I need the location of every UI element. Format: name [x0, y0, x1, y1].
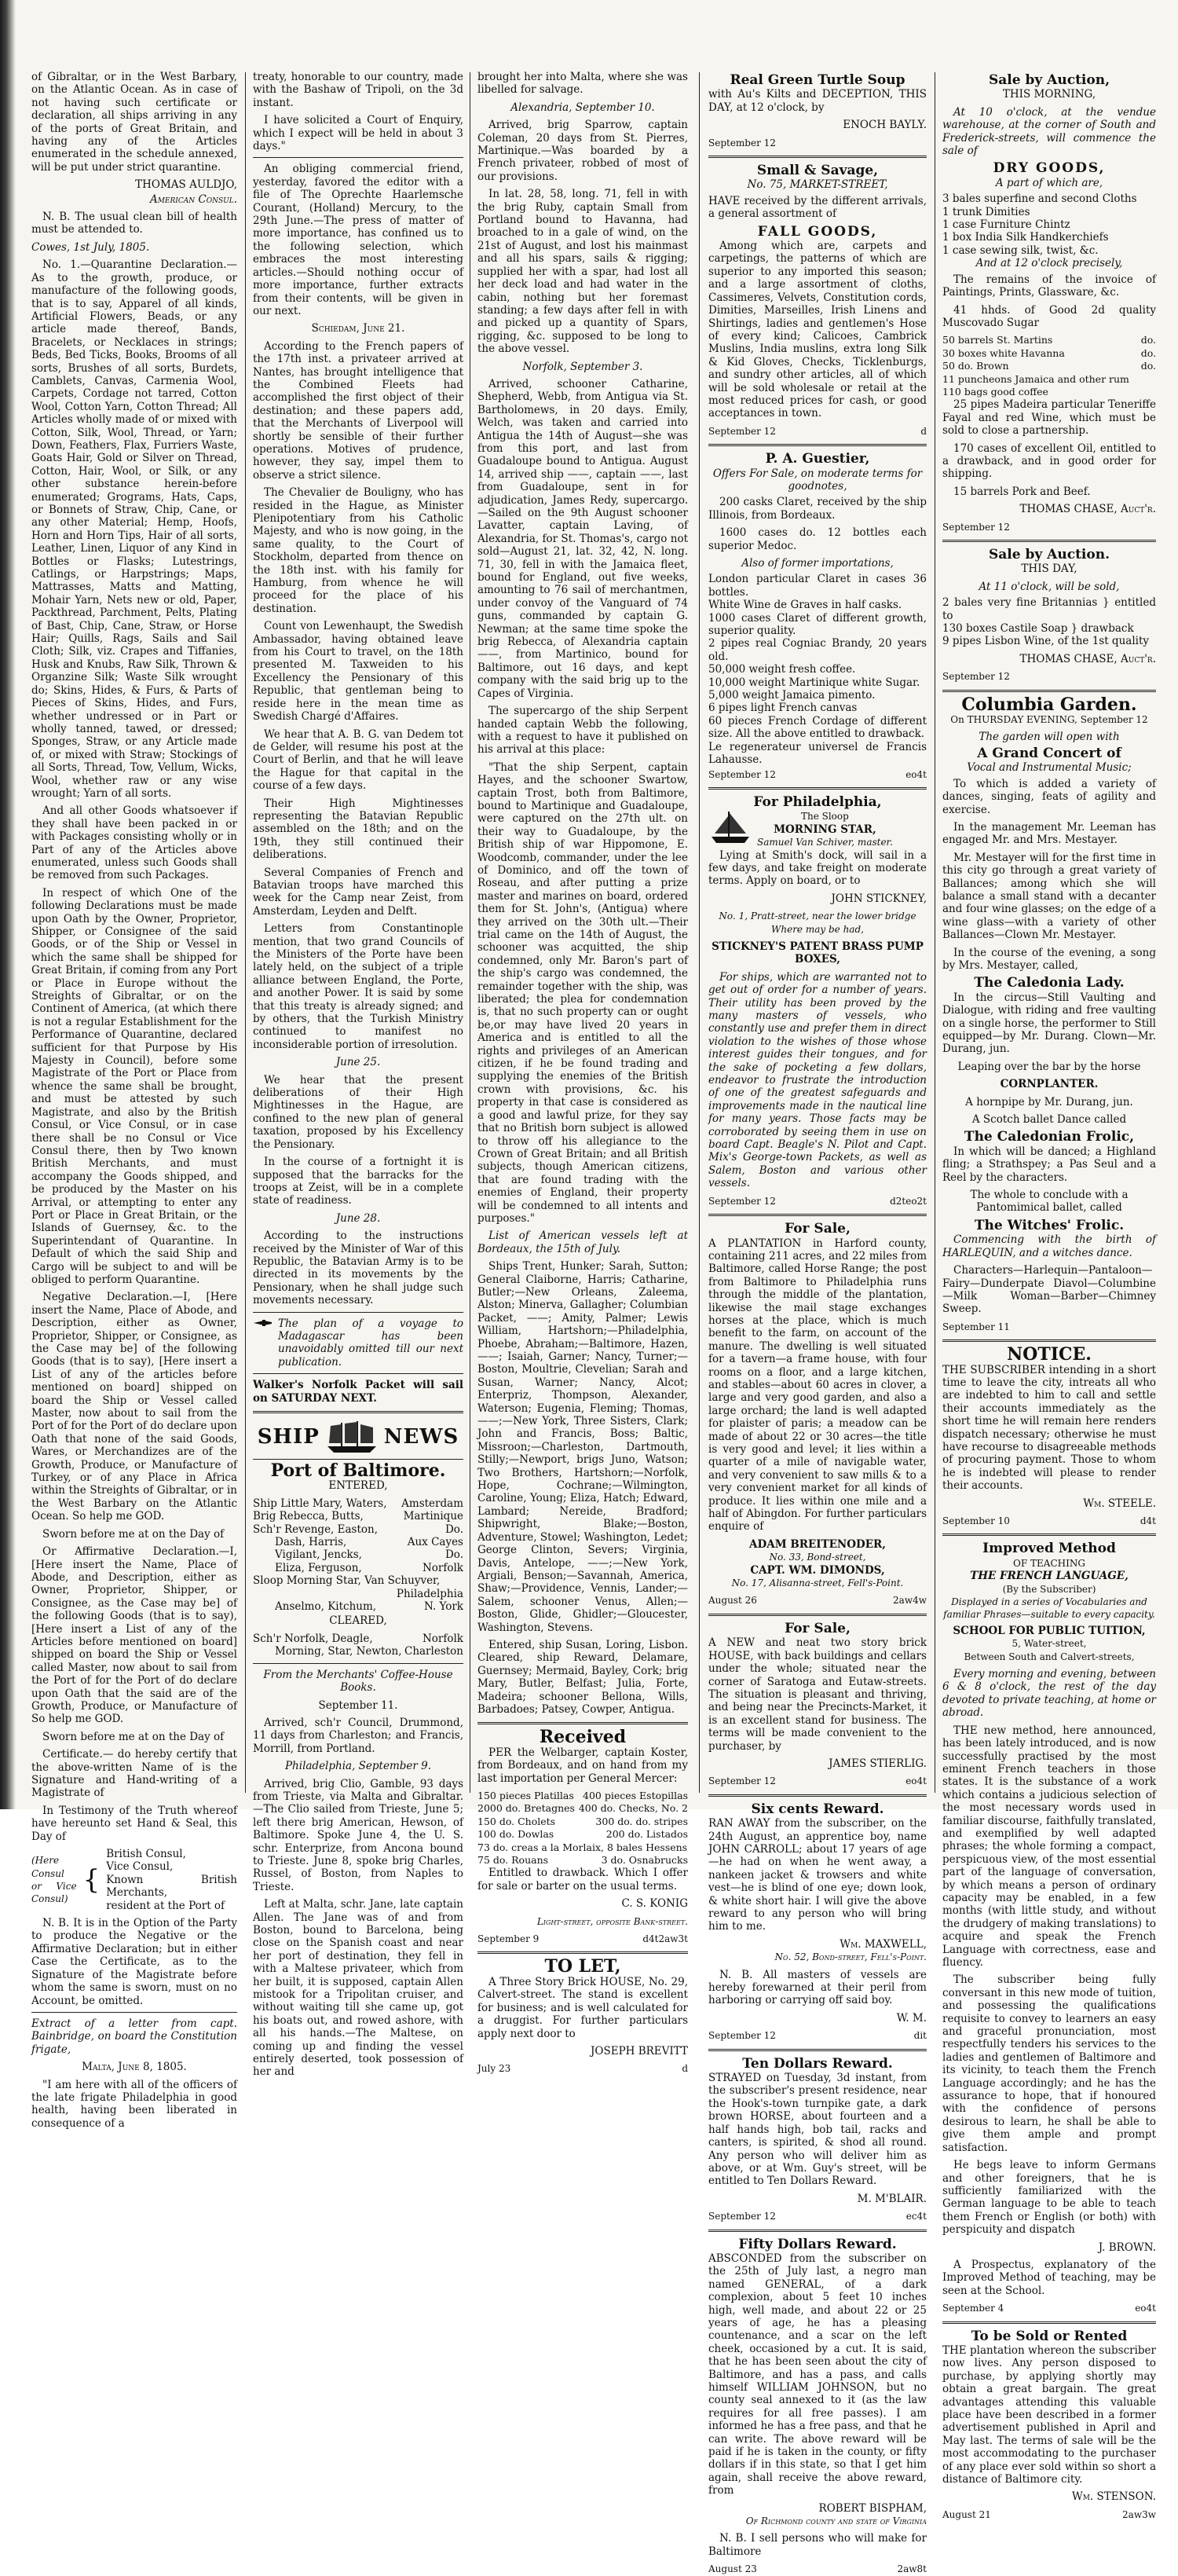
ad-paragraph: Characters—Harlequin—Pantaloon—Fairy—Dunderpate Diavol—Columbine—Milk Woman—Barber—Chimney Sweep.: [942, 1264, 1156, 1316]
ad-heading: STICKNEY'S PATENT BRASS PUMP BOXES,: [712, 940, 924, 966]
list-item: 130 boxes Castile Soap } drawback: [942, 622, 1134, 636]
dateline: Norfolk, September 3.: [522, 360, 643, 373]
ship-cut-text: [757, 810, 893, 848]
ad-paragraph: ABSCONDED from the subscriber on the 25th of July last, a negro man named GENERAL, of a dark complexion, about 5 feet 10 inches high, well made, and about 22 or 25 years of age, he has a pleasing countenance, and a scar on the left cheek, occasioned by a cut. It is said, that he has been seen about the city of Baltimore, and has a pass, and calls himself WILLIAM JOHNSON, but no county seal annexed to it (as the law requires for all free passes). I am informed he has a free pass, and that he can write. The above reward will be paid if he is taken in the county, or fifty dollars if in this state, so that I get him again, shall receive the above reward, from: [708, 2252, 927, 2497]
ad-paragraph: with Au's Kilts and DECEPTION, THIS DAY, at 12 o'clock, by: [708, 88, 927, 114]
ad-paragraph: A hornpipe by Mr. Durang, jun.: [965, 1095, 1133, 1108]
article-paragraph: The Chevalier de Bouligny, who has resided in the Hague, as Minister Plenipotentiary from his Catholic Majesty, and who is now going, in the same quality, to the Court of Stockholm, departed from thence on the 18th inst. with his family for Hamburg, from whence he will proceed for the place of his destination.: [253, 486, 463, 615]
ad-address: Light-street, opposite Bank-street.: [536, 1915, 688, 1927]
article-paragraph: No. 1.—Quarantine Declaration.—As to the growth, produce, or manufacture of the following goods, that is to say, Apparel of all kinds, Artificial Flowers, Beads, or any article made thereof, Bands, Bracelets, or Necklaces in strings; Beds, Bed Ticks, Books, Brooms of all sorts, Brushes of all sorts, Burdets, Camblets, Canvas, Carmenia Wool, Carpets, Cordage not tarred, Cotton Wool, Cotton Yarn, Cotton Thread; All Articles wholly made of or mixed with Cotton, Silk, Wool, Thread, or Yarn; Down, Feathers, Flax, Furriers Waste, Goats Hair, Gold or Silver on Thread, Cotton, Hair, Wool, or Silk, or any other substance herein-before enumerated; Grograms, Hats, Caps, or Bonnets of Straw, Chip, Cane, or any other Material; Hemp, Hoofs, Horn and Horn Tips, Hair of all sorts, Leather, Linen, Liquor of any Kind in Bottles or Flasks; Lutestrings, Catlings, or Harpstrings; Maps, Mattrasses, Matts and Matting, Mohair Yarn, Nets new or old, Paper, Packthread, Parchment, Pelts, Plating of Bast, Chip, Cane, Straw, or Horse Hair; Quills, Rags, Sails and Sail Cloth; Silk, viz. Crapes and Tiffanies, Husk and Knubs, Raw Silk, Thrown & Organzine Silk; Waste Silk wrought do; Skins, Hides, & Furs, & Parts of Pieces of Skins, Hides, and Furs, whether undressed or in Part or wholly tanned, tawed, or dressed; Sponges, Straw, or any Article made of, or mixed with Straw; Stockings of all Sorts, Thread, Tow, Vellum, Wicks, Wool, whether raw or any wise wrought; Yarn of all sorts.: [31, 258, 237, 800]
ad-title: NOTICE.: [1007, 1344, 1092, 1365]
ad-heading: FALL GOODS,: [757, 223, 878, 240]
ad-footer: September 12 ec4t: [708, 2211, 927, 2222]
goods-list: [477, 1790, 688, 1867]
ad-paragraph: THE SUBSCRIBER intending in a short time to leave the city, intreats all who are indebted to him to call and settle their accounts immediately as the short time he will remain here renders dispatch necessary; otherwise he must have recourse to disagreeable methods of procuring payment. Those to whom he is indebted will please to render their accounts.: [942, 1363, 1156, 1493]
list-item: Vigilant, Jencks, Do.: [275, 1548, 463, 1562]
ad-heading: A Grand Concert of: [977, 745, 1121, 761]
ad-paragraph: He begs leave to inform Germans and other foreigners, that he is sufficiently familiarized with the German language to be able to teach them French or English (or both) with perspicuity and dispatch: [942, 2159, 1156, 2237]
ad-subtitle: THIS DAY,: [1021, 562, 1077, 576]
ad-footer: August 23 2aw8t: [708, 2563, 927, 2575]
ad-heading: THE FRENCH LANGUAGE,: [970, 1570, 1129, 1583]
article-paragraph: In respect of which One of the following Declarations must be made upon Oath by the Owner, Proprietor, Shipper, or Consignee of the said Goods, or of the Ship or Vessel in which the same shall be shipped for Great Britain, if coming from any Port or Place in Europe without the Streights of Gibraltar, or on the Continent of America, (at which there is not a regular Establishment for the Performance of Quarantine, declared sufficient for that Purpose by His Majesty in Council), before some Magistrate of the Port or Place from whence the same shall be brought, and must be attested by such Magistrate, and also by the British Consul, or Vice Consul, or in case there shall be no Consul or Vice Consul there, then by Two known British Merchants, and must accompany the Goods shipped, and be produced by the Master on his Arrival, or attempting to enter any Port or Place in Great Britain, or the Islands of Guernsey, &c. to the Superintendant of Quarantine. In Default of which the said Ship and Cargo will be subject to and will be obliged to perform Quarantine.: [31, 886, 237, 1286]
divider: [253, 1312, 463, 1313]
article-paragraph: Their High Mightinesses representing the Batavian Republic assembled on the 18th; and on the 19th, they still continued their deliberations.: [253, 797, 463, 862]
ad-footer: September 12: [708, 137, 776, 148]
ad-paragraph: THE new method, here announced, has been lately introduced, and is now successfully practised by the most eminent French teachers in those states. It is the substance of a work which contains a judicious selection of the most necessary words used in familiar discourse, faithfully translated, and exemplified by well adapted phrases; the whole forming a compact, perspicuous view, of the most essential part of the language of conversation, by which means a person of ordinary capacity may be enabled, in a few months (with little study, and without the drudgery of making translations) to acquire and speak the French Language with correctness, ease and fluency.: [942, 1724, 1156, 1969]
ad-title: To be Sold or Rented: [971, 2328, 1128, 2344]
article-paragraph: "That the ship Serpent, captain Hayes, and the schooner Swartow, captain Trost, both from Baltimore, bound to Martinique and Guadaloupe, were captured on the 27th ult. on their way to Guadaloupe, by the British ship of war Hippomone, E. Woodcomb, commander, under the lee of Dominico, and off the town of Roseau, and after putting a prize master and marines on board, ordered them for St. John's, (Antigua) where they arrived on the 30th ult.—Their trial came on the 14th of August, the schooner was acquitted, the ship condemned, only Mr. Baron's part of the ship's cargo was condemned, the remainder together with the ship, was liberated; the plea for condemnation is, that no such property can or ought be,or may have lived 20 years in America and is entitled to all the rights and privileges of an American citizen, if he be found trading and supplying the enemies of the British crown with provisions, &c. his property in that case is considered as a good and lawful prize, for they say that no British born subject is allowed to throw off his allegiance to the Crown of Great Britain; and all British subjects, though American citizens, that are found trading with the enemies of England, their property will be condemned to all intents and purposes.": [477, 760, 688, 1225]
ad-paragraph: In the management Mr. Leeman has engaged Mr. and Mrs. Mestayer.: [942, 820, 1156, 847]
ad-subtitle: Also of former importations,: [741, 557, 894, 570]
list-item: 9 pipes Lisbon Wine, of the 1st quality: [942, 635, 1149, 648]
ad-title: Improved Method: [982, 1541, 1116, 1557]
list-item: 2 bales very fine Britannias } entitled to: [942, 596, 1156, 622]
article-paragraph: Several Companies of French and Batavian troops have marched this week for the Camp near Zeist, from Amsterdam, Leyden and Delft.: [253, 866, 463, 918]
ad-heading: MORNING STAR,: [774, 823, 876, 836]
column-rule: [245, 72, 246, 1793]
ad-paragraph: In which will be danced; a Highland fling; a Strathspey; a Pas Seul and a Reel by the characters.: [942, 1145, 1156, 1184]
signature: THOMAS AULDJO,: [135, 178, 237, 192]
ad-heading: The Witches' Frolic.: [974, 1217, 1125, 1233]
column-3: [477, 71, 688, 2075]
goods-list: [942, 334, 1156, 398]
article-paragraph: According to the instructions received by the Minister of War of this Republic, the Batavian Army is to be directed in its movements by the Pensionary, when he shall judge such movements necessary.: [253, 1229, 463, 1307]
ad-signature: ROBERT BISPHAM,: [818, 2501, 927, 2515]
ad-paragraph: THE plantation whereon the subscriber now lives. Any person disposed to purchase, by applying shortly may obtain a great bargain. The great advantages attending this valuable place have been described in a former advertisement published in April and May last. The terms of sale will be the most accommodating to the purchaser of any place ever sold within so short a distance of Baltimore city.: [942, 2343, 1156, 2486]
article-paragraph: "I am here with all of the officers of the late frigate Philadelphia in good health, having been liberated in consequence of a: [31, 2078, 237, 2130]
goods-list: [708, 573, 927, 766]
ad-paragraph: PER the Welbarger, captain Koster, from Bordeaux, and on hand from my last importation per General Mercer:: [477, 1746, 688, 1785]
ad-title: P. A. Guestier,: [765, 451, 870, 467]
ad-subtitle: The garden will open with: [979, 731, 1120, 744]
article-paragraph: And all other Goods whatsoever if they shall have been packed in or with Packages consisting wholly or in Part of any of the Articles above enumerated, unless such Goods shall be removed from such Packages.: [31, 804, 237, 882]
ad-address: 5, Water-street,: [1012, 1638, 1087, 1650]
consul-option: Known British Merchants,: [106, 1873, 237, 1900]
article-paragraph: An obliging commercial friend, yesterday, favored the editor with a file of The Oprechte Haarlemsche Courant, (Holland) Mercury, to the 29th June.—The press of matter of more importance, has confined us to the following selection, which embraces the most interesting articles.—Should nothing occur of more importance, further extracts from their contents, will be given in our next.: [253, 163, 463, 317]
list-item: 10,000 weight Martinique white Sugar.: [708, 676, 920, 689]
ad-subtitle: OF TEACHING: [1013, 1557, 1085, 1569]
dateline: June 28.: [335, 1211, 381, 1225]
ad-paragraph: A PLANTATION in Harford county, containing 211 acres, and 22 miles from Baltimore, called Horse Range; the post from Baltimore to Philadelphia runs through the middle of the plantation, likewise the mail stage exchanges horses at the place, which is much benefit to the farm, on account of the manure. The dwelling is well situated for a tavern—a frame house, with four rooms on a floor, and a large kitchen, and stables—about 60 acres in clover, a large and very good garden, and also a large orchard; the land is well adapted for plaister of paris; a meadow can be made of about 22 or 30 acres—the title is very good and level; it lies within a quarter of a mile of navigable water, and very convenient to saw mills & to a very convenient market for all kinds of produce. It lies within one mile and a half of Abingdon. For further particulars enquire of: [708, 1237, 927, 1534]
divider: [942, 2321, 1156, 2324]
ad-paragraph: The subscriber being fully conversant in this new mode of tuition, and possessing the qualifications requisite to convey to learners an easy and graceful pronunciation, most respectfully tenders his services to the ladies and gentlemen of Baltimore and its vicinity, to teach them the French Language accordingly; and he has the assurance to hope, that if honoured with the confidence of persons desirous to learn, he shall be able to give them ample and prompt satisfaction.: [942, 1973, 1156, 2154]
divider: [708, 2049, 927, 2051]
ad-paragraph: Mr. Mestayer will for the first time in this city go through a great variety of Ballances; among which she will balance a small stand with a decanter and four wine glasses; on the edge of a wine glass—with a variety of other Ballances—Clown Mr. Mestayer.: [942, 851, 1156, 942]
list-item: Sch'r Revenge, Easton, Do.: [253, 1523, 463, 1536]
list-item: 6 pipes light French canvas: [708, 702, 858, 715]
brace-glyph: {: [82, 1864, 101, 1896]
dateline: Schiedam, June 21.: [311, 322, 405, 335]
divider: [942, 1339, 1156, 1342]
ad-subtitle: The Sloop: [800, 811, 849, 823]
ad-paragraph: N. B. All masters of vessels are hereby forewarned at their peril from harboring or carrying off said boy.: [708, 1968, 927, 2007]
divider: [253, 1663, 463, 1664]
dateline: Philadelphia, September 9.: [284, 1760, 432, 1773]
page-edge-shadow: [0, 0, 16, 1809]
ad-footer: September 9 d4t2aw3t: [477, 1933, 688, 1945]
list-item: 30 boxes white Havanna do.: [942, 346, 1156, 359]
ad-paragraph: A Prospectus, explanatory of the Improved Method of teaching, may be seen at the School.: [942, 2258, 1156, 2297]
article-paragraph: of Gibraltar, or in the West Barbary, on the Atlantic Ocean. As in case of not having such certificate or declaration, all ships arriving in any of the ports of Great Britain, and having any of the Articles enumerated in the schedule annexed, will be put under strict quarantine.: [31, 71, 237, 174]
list-item: 150 pieces Platillas 400 pieces Estopillas: [477, 1790, 688, 1801]
column-rule: [699, 72, 700, 1793]
divider: [708, 1214, 927, 1216]
list-item: 2 pipes real Cogniac Brandy, 20 years old.: [708, 637, 927, 663]
ad-paragraph: The remains of the invoice of Paintings, Prints, Glassware, &c.: [942, 273, 1156, 299]
signature-title: American Consul.: [149, 192, 237, 206]
divider: [253, 1459, 463, 1460]
ad-signature: CAPT. WM. DIMONDS,: [750, 1563, 885, 1577]
ad-title: TO LET,: [544, 1956, 621, 1977]
divider: [253, 1373, 463, 1374]
dateline: Malta, June 8, 1805.: [82, 2061, 187, 2074]
article-paragraph: We hear that the present deliberations of their High Mightinesses in the Hague, are confined to the new plan of general taxation, proposed by his Excellency the Pensionary.: [253, 1073, 463, 1151]
list-item: Ship Little Mary, Waters, Amsterdam: [253, 1497, 463, 1510]
ad-heading: The Caledonian Frolic,: [964, 1129, 1135, 1145]
list-item: 50,000 weight fresh coffee.: [708, 663, 856, 676]
pointing-hand-icon: [253, 1317, 273, 1332]
article-paragraph: Arrived, brig Clio, Gamble, 93 days from Trieste, via Malta and Gibraltar.—The Clio sailed from Trieste, June 5; left there brig American, Hewson, of Baltimore. Spoke June 4, the U. S. schr. Enterprize, from Ancona bound to Trieste. June 8, spoke brig Charles, Russel, of Boston, from Naples to Trieste.: [253, 1777, 463, 1893]
list-item: White Wine de Graves in half casks.: [708, 599, 902, 612]
ad-subtitle: Samuel Van Schiver, master.: [757, 837, 893, 848]
article-paragraph: N. B. It is in the Option of the Party to produce the Negative or the Affirmative Declaration; but in either Case the Certificate, as to the Signature of the Magistrate before whom the same is sworn, must on no Account, be omitted.: [31, 1917, 237, 2007]
article-paragraph: Count von Lewenhaupt, the Swedish Ambassador, having obtained leave from his Court to travel, on the 18th presented M. Taxweiden to his Excellency the Pensionary of this Republic, that gentleman being to reside here in the mean time as Swedish Chargé d'Affaires.: [253, 620, 463, 724]
list-item: Anselmo, Kitchum, N. York: [275, 1600, 463, 1614]
list-item: Brig Rebecca, Butts, Martinique: [253, 1510, 463, 1523]
ad-signature: W. M.: [896, 2011, 927, 2025]
consul-option: British Consul,: [106, 1848, 186, 1861]
list-item: 60 pieces French Cordage of different size. All the above entitled to drawback.: [708, 714, 927, 741]
ad-signature: THOMAS CHASE, Auct'r.: [1019, 503, 1156, 516]
ad-footer: August 26 2aw4w: [708, 1595, 927, 1607]
ad-paragraph: Lying at Smith's dock, will sail in a few days, and take freight on moderate terms. Apply on board, or to: [708, 848, 927, 888]
divider: [31, 2012, 237, 2013]
list-item: 2000 do. Bretagnes 400 do. Checks, No. 2: [477, 1802, 688, 1815]
ad-paragraph: 170 cases of excellent Oil, entitled to a drawback, and in good order for shipping.: [942, 442, 1156, 481]
article-paragraph: Arrived, brig Sparrow, captain Coleman, 20 days from St. Pierres, Martinique.—Was boarded by a French privateer, robbed of most of our provisions.: [477, 119, 688, 183]
column-2: [253, 71, 463, 2079]
article-paragraph: treaty, honorable to our country, made with the Bashaw of Tripoli, on the 3d instant.: [253, 71, 463, 109]
merchants-title: From the Merchants' Coffee-House Books.: [263, 1668, 453, 1695]
article-paragraph: Ships Trent, Hunker; Sarah, Sutton; General Claiborne, Harris; Catharine, Butler;—New Orleans, Zaleema, Alston; Minerva, Gallagher; Columbian Packet, ——; Amity, Palmer; Lewis William, Hartshorn;—Philadelphia, Phoebe, Abraham;—Baltimore, Hazen, ——; Isaiah, Garner; Nancy, Turner;—Boston, Moultrie, Clevelian; Sarah and Susan, Warner; Nancy, Alcot; Enterpriz, Thompson, Alexander, Waterson; Eugenia, Fleming; Thomas, ——;—New York, Three Sisters, Clark; John and Francis, Boss; Baltic, Missroon;—Charleston, Dartmouth, Stilly;—Newport, brigs Juno, Watson; Two Brothers, Hartshorn;—Norfolk, Hope, Cochrane;—Wilmington, Caroline, Young; Eliza, Hatch; Edward, Lambard; Nereide, Bradford; Shipwright, Blake;—Boston, Adventure, Stowel; Washington, Ledet; George Clinton, Severs; Virginia, Davis, Antelope, ——;—New York, Argiali, Benson;—Savannah, America, Shaw;—Providence, Vennis, Lander;—Salem, schooner Venus, Allen;—Boston, Glide, Ghidler;—Gloucester, Washington, Stevens.: [477, 1260, 688, 1634]
ad-title: For Sale,: [785, 1221, 851, 1237]
ad-signature: ENOCH BAYLY.: [843, 119, 927, 132]
ad-signature: Wm. STENSON.: [1071, 2490, 1156, 2504]
ad-footer: September 12 dit: [708, 2030, 927, 2042]
article-paragraph: Certificate.— do hereby certify that the above-written Name of is the Signature and Hand-writing of a Magistrate of: [31, 1748, 237, 1800]
consul-options: [106, 1848, 237, 1912]
article-paragraph: Negative Declaration.—I, [Here insert the Name, Place of Abode, and Description, either as Owner, Proprietor, Shipper, or Consignee, as the Case may be] of the following Goods (that is to say), [Here insert a List of any of the articles before mentioned on board] shipped on board the Ship or Vessel called Master, now about to sail from the Port of for the Port of do declare upon Oath that none of the said Goods, Wares, or Merchandizes are of the Growth, Produce, or Manufacture of Turkey, or of any Place in Africa within the Streights of Gibraltar, or in the West Barbary on the Atlantic Ocean. So help me GOD.: [31, 1291, 237, 1523]
divider: [942, 1534, 1156, 1536]
ad-footer: September 11: [942, 1321, 1010, 1332]
ad-signature: Wm. MAXWELL,: [840, 1937, 927, 1951]
ad-subtitle: Offers For Sale, on moderate terms for goodnotes,: [712, 467, 923, 493]
section-heading: Port of Baltimore.: [270, 1460, 446, 1481]
ad-footer: August 21 2aw3w: [942, 2508, 1156, 2520]
cleared-label: CLEARED,: [329, 1614, 387, 1628]
list-item: 73 do. creas a la Morlaix, 8 bales Hessens: [477, 1841, 688, 1853]
consul-option: Vice Consul,: [106, 1860, 174, 1874]
ad-address: No. 33, Bond-street,: [769, 1552, 866, 1563]
article-paragraph: Arrived, schooner Catharine, Shepherd, Webb, from Antigua via St. Bartholomews, in 20 days. Emily, Welch, was taken and carried into Antigua the 14th of August—she was from this port, and last from Guadaloupe bound to Antigua. August 14, arrived ship ——, captain ——, last from Guadaloupe, sent in for adjudication, James Redy, supercargo.—Sailed on the 9th August schooner Lavatter, captain Laving, of Alexandria, for St. Thomas's, cargo not sold—August 21, lat. 32, 42, N. long. 71, 30, fell in with the Jamaica fleet, bound for England, out five weeks, amounting to 76 sail of merchantmen, under convoy of the Vanguard of 74 guns, commanded by captain G. Newman; at the same time spoke the brig Rebecca, of Alexandria captain ——, from Martinico, bound for Baltimore, out 16 days, and kept company with the said brig up to the Capes of Virginia.: [477, 377, 688, 700]
cleared-list: [253, 1632, 463, 1658]
article-paragraph: Sworn before me at on the Day of: [42, 1527, 225, 1541]
ad-footer: September 12 d: [708, 425, 927, 437]
ad-title: Fifty Dollars Reward.: [738, 2236, 897, 2252]
ad-subtitle: Displayed in a series of Vocabularies and familiar Phrases—suitable to every capacity.: [943, 1596, 1155, 1621]
dateline: June 25.: [335, 1056, 381, 1069]
article-paragraph: Or Affirmative Declaration.—I, [Here insert the Name, Place of Abode, and Description, either as Owner, Proprietor, Shipper, or Consignee, as the Case may be] of the following Goods (that is to say), [Here insert a List of any of the Articles before mentioned on board] shipped on board the Ship or Vessel called Master, now about to sail from the Port of for the Port of do declare upon Oath that the said are of the Growth, Produce, or Manufacture of So help me GOD.: [31, 1545, 237, 1726]
editor-note-text: The plan of a voyage to Madagascar has been unavoidably omitted till our next publication.: [278, 1317, 463, 1369]
divider: [708, 1614, 927, 1616]
list-item: Morning, Star, Newton, Charleston: [275, 1645, 463, 1658]
ad-address: No. 1, Pratt-street, near the lower bridge Where may be had,: [719, 911, 916, 935]
ad-title: Small & Savage,: [756, 163, 879, 179]
ship-cut: [708, 810, 927, 848]
ad-paragraph: The whole to conclude with a Pantomimical ballet, called: [970, 1189, 1129, 1215]
ad-address: Between South and Calvert-streets,: [964, 1651, 1135, 1662]
article-paragraph: brought her into Malta, where she was libelled for salvage.: [477, 71, 688, 97]
list-title: List of American vessels left at Bordeaux, the 15th of July.: [477, 1229, 688, 1255]
list-item: Sch'r Norfolk, Deagle, Norfolk: [253, 1632, 463, 1645]
ad-paragraph: Among which are, carpets and carpetings, the patterns of which are superior to any imported this season; and a large assortment of cloths, Cassimeres, Velvets, Constitution cords, Dimities, Marseilles, Irish Linens and Shirtings, ladies and gentlemen's Hose of every kind; Calicoes, Cambrick Muslins, India muslins, extra long Silk & Kid Gloves, Checks, Ticklenburgs, and sundry other articles, all of which will be sold wholesale or retail at the most reduced prices for cash, or good acceptances in town.: [708, 240, 927, 420]
article-paragraph: In the course of a fortnight it is supposed that the barracks for the troops at Zeist, will be in a complete state of readiness.: [253, 1156, 463, 1207]
ad-subtitle: At 11 o'clock, will be sold,: [979, 580, 1120, 593]
divider: [708, 444, 927, 446]
dateline: Alexandria, September 10.: [510, 101, 655, 114]
ad-paragraph: Every morning and evening, between 6 & 8 o'clock, the rest of the day devoted to private teaching, at home or abroad.: [942, 1668, 1156, 1720]
ad-address: Of Richmond county and state of Virginia: [745, 2516, 927, 2527]
ad-paragraph: Leaping over the bar by the horse: [957, 1060, 1141, 1073]
ad-title: For Philadelphia,: [753, 793, 882, 810]
ad-signature: ADAM BREITENODER,: [749, 1537, 886, 1551]
ad-footer: September 12: [942, 521, 1010, 533]
ad-subtitle: Vocal and Instrumental Music;: [967, 761, 1132, 775]
divider: [942, 690, 1156, 692]
article-paragraph: The supercargo of the ship Serpent handed captain Webb the following, with a request to have it published on his arrival at this place:: [477, 705, 688, 757]
ad-paragraph: STRAYED on Tuesday, 3d instant, from the subscriber's present residence, near the Hook's-town turnpike gate, a dark brown HORSE, about fourteen and a half hands high, bob tail, racks and canters, is spirited, & shod all round. Any person who will deliver him as above, or at Wm. Guy's street, will be entitled to Ten Dollars Reward.: [708, 2072, 927, 2188]
consul-option: resident at the Port of: [106, 1899, 225, 1912]
divider: [708, 2230, 927, 2232]
ad-heading: SCHOOL FOR PUBLIC TUITION,: [953, 1624, 1146, 1637]
ad-title: Sale by Auction,: [989, 72, 1110, 88]
ad-footer: September 12 eo4t: [708, 768, 927, 780]
ad-title: Six cents Reward.: [751, 1801, 884, 1817]
ad-paragraph: In the circus—Still Vaulting and Dialogue, with riding and free vaulting on a single horse, the performer to Still equipped—by Mr. Durang. Clown—Mr. Durang, jun.: [942, 991, 1156, 1056]
ad-paragraph: A Scotch ballet Dance called: [971, 1113, 1127, 1127]
ad-paragraph: HAVE received by the different arrivals, a general assortment of: [708, 194, 927, 221]
list-item: Le regenerateur universel de Francis Lahausse.: [708, 740, 927, 767]
ad-paragraph: A Three Story Brick HOUSE, No. 29, Calvert-street. The stand is excellent for business; and is well calculated for a druggist. For further particulars apply next door to: [477, 1975, 688, 2040]
divider: [942, 540, 1156, 542]
list-item: 11 puncheons Jamaica and other rum: [942, 372, 1129, 385]
ad-title: Received: [539, 1727, 627, 1748]
ad-title: Sale by Auction.: [989, 547, 1110, 562]
ad-footer: September 12 d2teo2t: [708, 1195, 927, 1207]
merchants-date: September 11.: [318, 1698, 398, 1712]
ad-title: For Sale,: [785, 1620, 851, 1636]
divider: [708, 156, 927, 158]
ad-title: Columbia Garden.: [961, 694, 1137, 715]
ad-subtitle: (By the Subscriber): [1002, 1583, 1096, 1595]
article-paragraph: Left at Malta, schr. Jane, late captain Allen. The Jane was of and from Boston, bound to Barcelona, being close on the Spanish coast and near her port of destination, they fell in with a Maltese privateer, which from her built, it is supposed, captain Allen mistook for a Tripolitan cruiser, and without waiting till she came up, got his boats out, and rowed ashore, with all his hands.—The Maltese, on coming up and finding the vessel entirely deserted, took possession of her and: [253, 1898, 463, 2079]
column-1: [31, 71, 237, 2130]
ad-signature: Wm. STEELE.: [1083, 1497, 1156, 1510]
ad-subtitle: No. 75, MARKET-STREET,: [747, 178, 888, 192]
article-paragraph: Entered, ship Susan, Loring, Lisbon. Cleared, ship Reward, Delamare, Guernsey; Mermaid, Bayley, Cork; brig Mary, Butler, Belfast; Julia, Forte, Madeira; schooner Bellona, Wills, Barbadoes; Patsey, Cowper, Antigua.: [477, 1638, 688, 1716]
list-item: 5,000 weight Jamaica pimento.: [708, 689, 876, 702]
list-item: 1 trunk Dimities: [942, 205, 1030, 218]
ad-signature: JOHN STICKNEY,: [831, 892, 927, 905]
article-paragraph: Letters from Constantinople mention, that two grand Councils of the Ministers of the Porte have been lately held, on the subject of a triple alliance between England, the Porte, and another Power. It is said by some that this treaty is already signed; and by others, that the Turkish Ministry continued to manifest no inconsiderable portion of irresolution.: [253, 922, 463, 1051]
ad-paragraph: Entitled to drawback. Which I offer for sale or barter on the usual terms.: [477, 1867, 688, 1893]
ad-subtitle: On THURSDAY EVENING, September 12: [950, 714, 1148, 726]
ad-paragraph: 200 casks Claret, received by the ship Illinois, from Bordeaux.: [708, 496, 927, 522]
ad-paragraph: Commencing with the birth of HARLEQUIN, and a witches dance.: [942, 1233, 1156, 1259]
ad-signature: JOSEPH BREVITT: [590, 2044, 688, 2058]
list-item: 75 do. Rouans 3 do. Osnabrucks: [477, 1854, 688, 1867]
ad-paragraph: RAN AWAY from the subscriber, on the 24th August, an apprentice boy, name JOHN CARROLL; about 17 years of age—he had on when he went away, a nankeen jacket & trowsers and white vest—he is blind of one eye; down look, & white short hair. I will give the above reward to any person who will bring him to me.: [708, 1817, 927, 1933]
article-paragraph: I have solicited a Court of Enquiry, which I expect will be held in about 3 days.": [253, 114, 463, 153]
ad-address: No. 52, Bond-street, Fell's-Point.: [774, 1951, 927, 1963]
ad-address: No. 17, Alisanna-street, Fell's-Point.: [731, 1577, 904, 1589]
list-item: London particular Claret in cases 36 bottles.: [708, 573, 927, 599]
list-item: 3 bales superfine and second Cloths: [942, 192, 1137, 206]
ad-footer: September 10 d4t: [942, 1515, 1156, 1526]
article-paragraph: In lat. 28, 58, long. 71, fell in with the brig Ruby, captain Small from Portland bound to Havanna, had broached to in a gale of wind, on the 21st of August, and lost his mainmast and all his spars, sails & rigging; supplied her with a spar, had lost all her deck load and had water in the cabin, nothing but her foremast standing; a few days after fell in with and picked up a quantity of Spars, rigging, &c. supposed to be long to the above vessel.: [477, 188, 688, 356]
sloop-icon: [708, 810, 752, 845]
list-item: 50 do. Brown do.: [942, 360, 1156, 372]
ad-signature: THOMAS CHASE, Auct'r.: [1019, 652, 1156, 665]
ad-footer: July 23 d: [477, 2063, 688, 2075]
ad-title: Real Green Turtle Soup: [730, 72, 905, 88]
article-paragraph: N. B. The usual clean bill of health must be attended to.: [31, 211, 237, 236]
list-item: 1000 cases Claret of different growth, superior quality.: [708, 611, 927, 638]
packet-notice: Walker's Norfolk Packet will sail on SATURDAY NEXT.: [253, 1379, 463, 1405]
dateline: Cowes, 1st July, 1805.: [31, 240, 150, 254]
column-4: [708, 71, 927, 2575]
list-item: 100 do. Dowlas 200 do. Listados: [477, 1828, 688, 1841]
list-item: 1 case sewing silk, twist, &c.: [942, 244, 1099, 257]
list-item: 50 barrels St. Martins do.: [942, 334, 1156, 346]
ad-footer: September 12 eo4t: [708, 1775, 927, 1787]
entered-label: ENTERED,: [328, 1479, 388, 1493]
ad-paragraph: 41 hhds. of Good 2d quality Muscovado Sugar: [942, 303, 1156, 329]
entered-list: [253, 1497, 463, 1614]
article-paragraph: We hear that A. B. G. van Dedem tot de Gelder, will resume his post at the Court of Berlin, and that he will leave the Hague for that capital in the course of a few days.: [253, 727, 463, 793]
ad-subtitle: And at 12 o'clock precisely,: [975, 257, 1123, 270]
ship-news-word: NEWS: [383, 1424, 459, 1449]
ad-subtitle: A part of which are,: [995, 176, 1103, 189]
list-item: 150 do. Cholets 300 do. do. stripes: [477, 1815, 688, 1827]
ad-paragraph: For ships, which are warranted not to get out of order for a number of years. Their utility has been proved by the many masters of vessels, who constantly use and prefer them in direct violation to the wishes of those whose interest guides their tongues, and for the sake of pocketing a few dollars, endeavor to frustrate the introduction of one of the greatest safeguards and improvements made in the nautical line for many years. Those facts may be corroborated by seeing them in use on board Capt. Beagle's N. Pilot and Capt. Mix's George-town Packets, as well as Salem, Boston and various other vessels.: [708, 970, 927, 1190]
list-item: Philadelphia: [396, 1587, 463, 1600]
divider: [253, 157, 463, 158]
ad-footer: September 12: [942, 671, 1010, 683]
ad-heading: DRY GOODS,: [993, 160, 1106, 177]
editor-note: [253, 1317, 463, 1369]
divider: [708, 787, 927, 790]
ad-heading: The Caledonia Lady.: [974, 975, 1125, 991]
divider: [253, 1411, 463, 1413]
article-paragraph: According to the French papers of the 17th inst. a privateer arrived at Nantes, has brought intelligence that the Combined Fleets had accomplished the first object of their destination; and these papers add, that the Merchants of Liverpool will shortly be sensible of their further operations. Motives of prudence, however, they say, impel them to observe a strict silence.: [253, 339, 463, 482]
article-paragraph: In Testimony of the Truth whereof have hereunto set Hand & Seal, this Day of: [31, 1804, 237, 1843]
ship-news-banner: [253, 1420, 463, 1454]
ad-paragraph: 25 pipes Madeira particular Teneriffe Fayal and red Wine, which must be sold to close a partnership.: [942, 398, 1156, 438]
ad-paragraph: To which is added a variety of dances, singing, feats of agility and exercise.: [942, 777, 1156, 816]
list-item: 110 bags good coffee: [942, 385, 1048, 398]
column-5: [942, 71, 1156, 2520]
divider: [477, 1722, 688, 1724]
article-paragraph: Sworn before me at on the Day of: [42, 1730, 225, 1743]
ad-paragraph: A NEW and neat two story brick HOUSE, with back buildings and cellars under the whole; situated near the corner of Saratoga and Eutaw-streets. The situation is pleasant and thriving, and being near the Precincts-Market, it is an excellent stand for business. The terms will be made convenient to the purchaser, by: [708, 1636, 927, 1753]
goods-list: [942, 192, 1156, 257]
ad-signature: J. BROWN.: [1098, 2241, 1156, 2254]
list-item: Sloop Morning Star, Van Schuyver,: [253, 1574, 441, 1588]
divider: [708, 1794, 927, 1797]
list-item: 1 case Furniture Chintz: [942, 218, 1070, 232]
ad-paragraph: N. B. I sell persons who will make for Baltimore: [708, 2532, 927, 2558]
ad-footer: September 4 eo4t: [942, 2303, 1156, 2314]
ad-paragraph: At 10 o'clock, at the vendue warehouse, at the corner of South and Frederick-streets, will commence the sale of: [942, 105, 1156, 158]
sailing-ship-icon: [324, 1420, 379, 1454]
ad-paragraph: 15 barrels Pork and Beef.: [953, 485, 1091, 498]
ad-signature: JAMES STIERLIG.: [829, 1757, 927, 1770]
extract-title: Extract of a letter from capt. Bainbridge, on board the Constitution frigate,: [31, 2017, 237, 2056]
list-item: Dash, Harris, Aux Cayes: [275, 1536, 463, 1549]
ad-paragraph: In the course of the evening, a song by Mrs. Mestayer, called,: [942, 946, 1156, 972]
ad-paragraph: 1600 cases do. 12 bottles each superior Medoc.: [708, 526, 927, 552]
ad-heading: CORNPLANTER.: [1000, 1078, 1099, 1091]
ad-signature: C. S. KONIG: [621, 1897, 688, 1911]
list-item: 1 box India Silk Handkerchiefs: [942, 231, 1109, 244]
list-item: Eliza, Ferguson, Norfolk: [275, 1561, 463, 1574]
consul-label: (Here Consul or Vice Consul): [31, 1855, 77, 1905]
article-paragraph: Arrived, sch'r Council, Drummond, 11 days from Charleston; and Francis, Morrill, from Portland.: [253, 1716, 463, 1755]
ad-signature: M. M'BLAIR.: [857, 2192, 927, 2205]
consul-block: [31, 1848, 237, 1912]
ad-subtitle: THIS MORNING,: [1002, 88, 1096, 101]
ship-news-word: SHIP: [257, 1424, 320, 1449]
divider: [477, 1951, 688, 1954]
ad-title: Ten Dollars Reward.: [742, 2055, 893, 2072]
